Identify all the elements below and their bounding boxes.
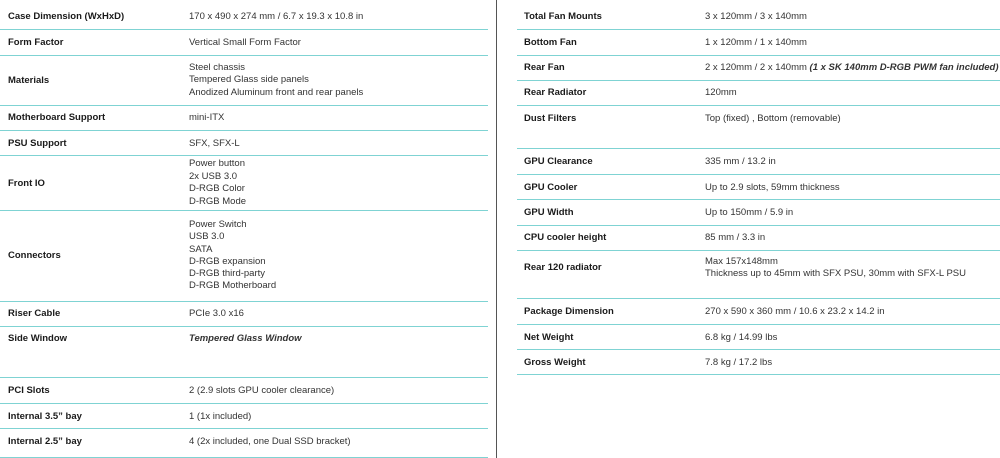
spec-label: Side Window [8,333,68,344]
spec-label: Rear Radiator [524,87,587,98]
spec-label: Total Fan Mounts [524,11,602,22]
spec-value: Tempered Glass side panels [189,74,309,85]
spec-value: Top (fixed) , Bottom (removable) [705,113,841,124]
spec-label: Gross Weight [524,357,586,368]
spec-label: CPU cooler height [524,232,607,243]
spec-row [517,81,1000,106]
spec-label: Case Dimension (WxHxD) [8,11,125,22]
spec-label: GPU Cooler [524,182,578,193]
spec-value: PCIe 3.0 x16 [189,308,244,319]
spec-value: Max 157x148mm [705,256,778,267]
spec-label: Bottom Fan [524,37,577,48]
spec-label: Rear 120 radiator [524,262,602,273]
spec-note: (1 x SK 140mm D-RGB PWM fan included) [809,62,999,73]
spec-value: Tempered Glass Window [189,333,302,344]
spec-value: SFX, SFX-L [189,138,240,149]
spec-value: mini-ITX [189,112,225,123]
spec-value: D-RGB Mode [189,196,247,207]
spec-value: 1 x 120mm / 1 x 140mm [705,37,807,48]
spec-label: Connectors [8,250,61,261]
spec-value: Steel chassis [189,62,245,73]
spec-label: Dust Filters [524,113,577,124]
spec-value: 6.8 kg / 14.99 lbs [705,332,778,343]
spec-label: Internal 3.5” bay [8,411,82,422]
spec-label: Package Dimension [524,306,614,317]
spec-value: USB 3.0 [189,231,225,242]
spec-value: D-RGB third-party [189,268,266,279]
spec-value: 4 (2x included, one Dual SSD bracket) [189,436,351,447]
spec-value: 2 x 120mm / 2 x 140mm (1 x SK 140mm D-RGB PWM fan included) [705,62,999,73]
spec-value: SATA [189,244,213,255]
spec-value: D-RGB Motherboard [189,280,277,291]
spec-value: Vertical Small Form Factor [189,37,301,48]
spec-value: D-RGB Color [189,183,245,194]
spec-value: 3 x 120mm / 3 x 140mm [705,11,807,22]
spec-value: 2x USB 3.0 [189,171,238,182]
spec-label: Riser Cable [8,308,61,319]
spec-label: Form Factor [8,37,64,48]
spec-label: PSU Support [8,138,67,149]
spec-value: 7.8 kg / 17.2 lbs [705,357,773,368]
spec-value: D-RGB expansion [189,256,266,267]
spec-value: 1 (1x included) [189,411,252,422]
spec-label: Net Weight [524,332,574,343]
spec-value: 270 x 590 x 360 mm / 10.6 x 23.2 x 14.2 in [705,306,885,317]
spec-value: 2 (2.9 slots GPU cooler clearance) [189,385,335,396]
spec-row [0,302,488,327]
spec-value: Thickness up to 45mm with SFX PSU, 30mm with SFX-L PSU [705,268,966,279]
spec-value: 335 mm / 13.2 in [705,156,776,167]
spec-value: 120mm [705,87,737,98]
spec-row [0,131,488,156]
spec-label: Materials [8,75,50,86]
spec-value: Anodized Aluminum front and rear panels [189,87,364,98]
spec-value: Up to 2.9 slots, 59mm thickness [705,182,840,193]
spec-label: Front IO [8,178,45,189]
spec-label: Rear Fan [524,62,565,73]
spec-label: PCI Slots [8,385,50,396]
column-divider [496,0,497,458]
spec-value: Power Switch [189,219,247,230]
spec-label: GPU Clearance [524,156,593,167]
spec-label: Internal 2.5” bay [8,436,82,447]
spec-label: GPU Width [524,207,574,218]
spec-value: 85 mm / 3.3 in [705,232,766,243]
spec-label: Motherboard Support [8,112,106,123]
spec-value: 170 x 490 x 274 mm / 6.7 x 19.3 x 10.8 in [189,11,364,22]
spec-value: Up to 150mm / 5.9 in [705,207,794,218]
spec-value: Power button [189,158,245,169]
